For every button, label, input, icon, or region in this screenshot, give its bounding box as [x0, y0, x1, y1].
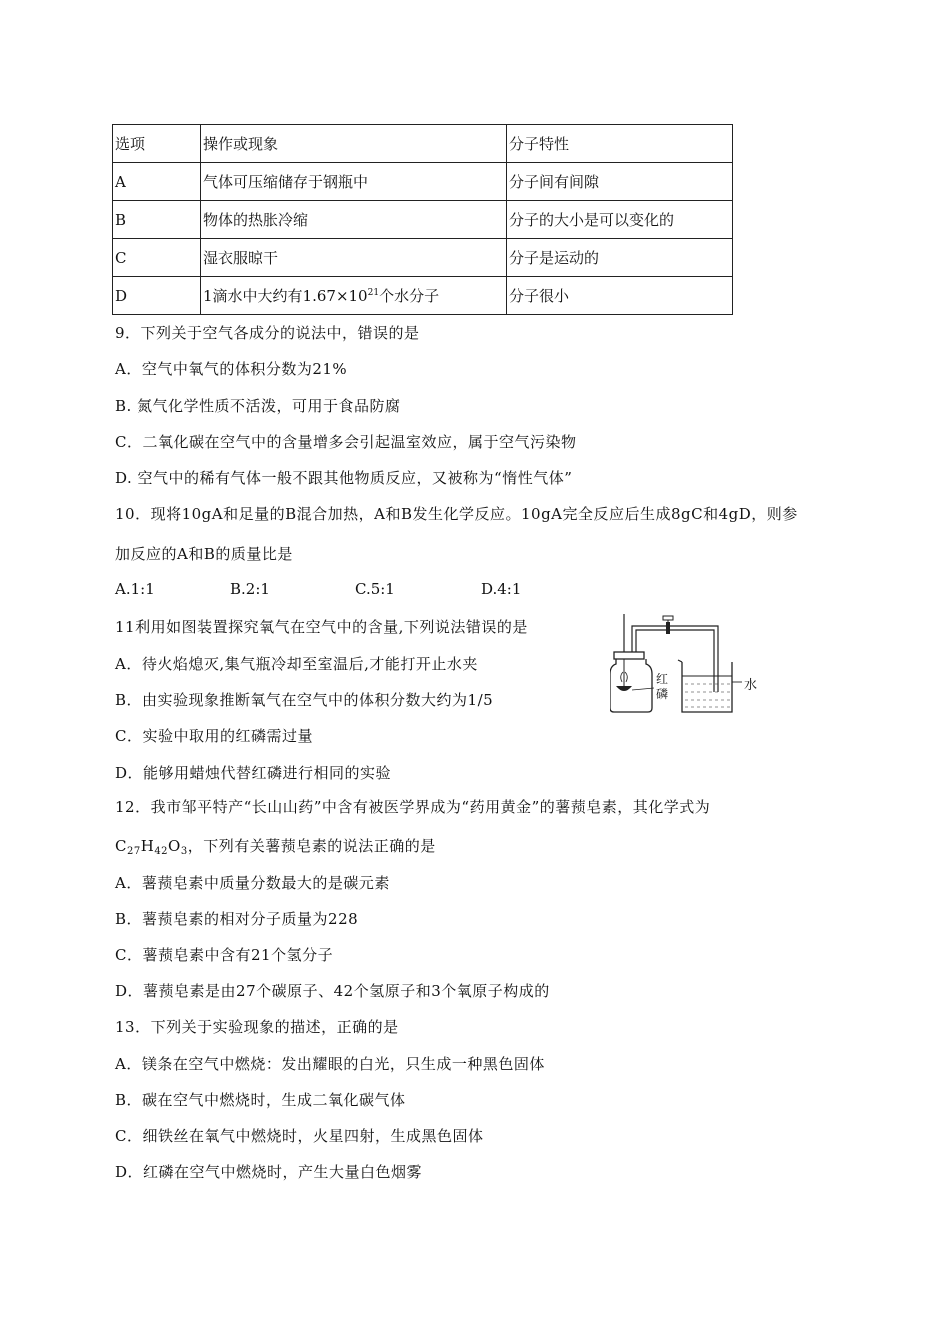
table-cell-property: 分子间有间隙	[507, 163, 733, 201]
label-water: 水	[744, 678, 758, 693]
action-text: 个水分子	[379, 287, 440, 305]
table-row	[113, 277, 733, 315]
formula	[115, 837, 188, 855]
label-phosphorus-1: 红	[656, 672, 669, 686]
q13-option-d: D．红磷在空气中燃烧时，产生大量白色烟雾	[115, 1163, 423, 1181]
table-row	[113, 239, 733, 277]
q10-stem-line2: 加反应的A和B的质量比是	[115, 545, 293, 563]
q11-stem: 11利用如图装置探究氧气在空气中的含量,下列说法错误的是	[115, 618, 528, 636]
q11-option-a: A．待火焰熄灭,集气瓶冷却至室温后,才能打开止水夹	[115, 655, 478, 673]
q12-option-d: D．薯蓣皂素是由27个碳原子、42个氢原子和3个氧原子构成的	[115, 982, 550, 1000]
action-text: 1滴水中大约有1.67×10	[203, 287, 368, 305]
formula-subscript: 3	[180, 846, 188, 857]
q10-option-d: D.4:1	[481, 580, 522, 598]
table-cell-property: 分子是运动的	[507, 239, 733, 277]
label-phosphorus-2: 磷	[656, 687, 669, 701]
formula-element: C	[115, 837, 127, 855]
experiment-apparatus-figure	[610, 612, 760, 714]
q10-option-b: B.2:1	[230, 580, 270, 598]
q12-stem-line1: 12．我市邹平特产“长山山药”中含有被医学界成为“药用黄金”的薯蓣皂素，其化学式为	[115, 798, 711, 816]
stem-rest: ，下列有关薯蓣皂素的说法正确的是	[187, 837, 436, 855]
formula-element: O	[168, 837, 181, 855]
table-cell-option: A	[113, 163, 201, 201]
table-cell-action: 物体的热胀冷缩	[201, 201, 507, 239]
formula-subscript: 42	[154, 846, 169, 857]
q13-option-b: B．碳在空气中燃烧时，生成二氧化碳气体	[115, 1091, 406, 1109]
table-row	[113, 163, 733, 201]
q11-option-d: D．能够用蜡烛代替红磷进行相同的实验	[115, 764, 392, 782]
formula-element: H	[140, 837, 155, 855]
q13-option-c: C．细铁丝在氧气中燃烧时，火星四射，生成黑色固体	[115, 1127, 484, 1145]
table-header-row	[113, 125, 733, 163]
q10-option-c: C.5:1	[355, 580, 395, 598]
q12-option-c: C．薯蓣皂素中含有21个氢分子	[115, 946, 334, 964]
q9-stem: 9．下列关于空气各成分的说法中，错误的是	[115, 324, 420, 342]
table-header-cell: 操作或现象	[201, 125, 507, 163]
table-cell-action	[201, 277, 507, 315]
q11-option-b: B．由实验现象推断氧气在空气中的体积分数大约为1/5	[115, 691, 494, 709]
formula-subscript: 27	[126, 846, 141, 857]
q9-option-c: C．二氧化碳在空气中的含量增多会引起温室效应，属于空气污染物	[115, 433, 577, 451]
apparatus-drawing	[610, 612, 760, 714]
table-cell-option: B	[113, 201, 201, 239]
table-header-cell: 分子特性	[507, 125, 733, 163]
exponent: 21	[367, 288, 380, 298]
q12-stem-line2	[115, 835, 436, 857]
table-cell-property: 分子的大小是可以变化的	[507, 201, 733, 239]
table-cell-action: 湿衣服晾干	[201, 239, 507, 277]
table-cell-property: 分子很小	[507, 277, 733, 315]
table-cell-option: C	[113, 239, 201, 277]
q9-option-b: B. 氮气化学性质不活泼，可用于食品防腐	[115, 397, 401, 415]
q9-option-a: A．空气中氧气的体积分数为21%	[115, 360, 348, 378]
q10-stem-line1: 10．现将10gA和足量的B混合加热，A和B发生化学反应。10gA完全反应后生成8gC和4gD，则参	[115, 505, 798, 523]
q13-stem: 13．下列关于实验现象的描述，正确的是	[115, 1018, 399, 1036]
q9-option-d: D. 空气中的稀有气体一般不跟其他物质反应，又被称为“惰性气体”	[115, 469, 573, 487]
q12-option-b: B．薯蓣皂素的相对分子质量为228	[115, 910, 359, 928]
table-row	[113, 201, 733, 239]
table-cell-action: 气体可压缩储存于钢瓶中	[201, 163, 507, 201]
table-header-cell: 选项	[113, 125, 201, 163]
q13-option-a: A．镁条在空气中燃烧：发出耀眼的白光，只生成一种黑色固体	[115, 1055, 545, 1073]
q11-option-c: C．实验中取用的红磷需过量	[115, 727, 313, 745]
q8-options-table	[112, 124, 733, 315]
q12-option-a: A．薯蓣皂素中质量分数最大的是碳元素	[115, 874, 390, 892]
q10-option-a: A.1:1	[115, 580, 155, 598]
table-cell-option: D	[113, 277, 201, 315]
